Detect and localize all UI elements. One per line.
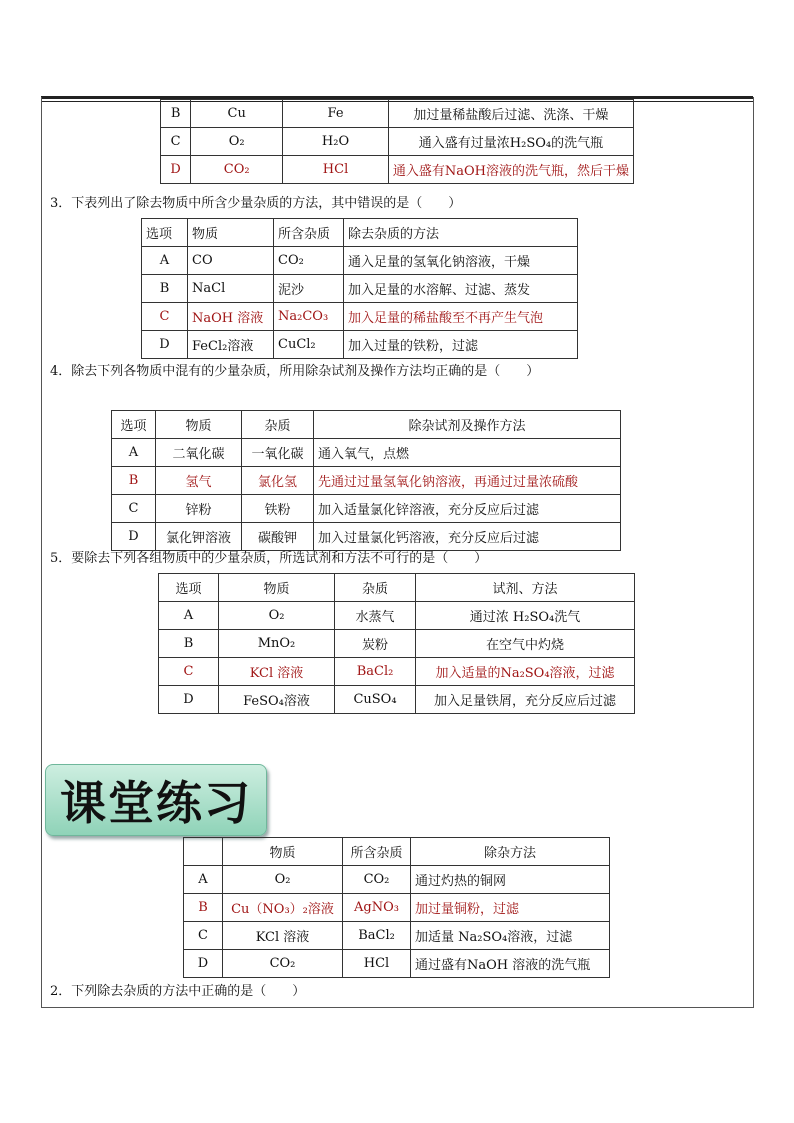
table-cell: 加入适量的Na₂SO₄溶液，过滤	[416, 658, 635, 686]
table-cell: FeSO₄溶液	[219, 686, 335, 714]
table-cell: A	[142, 247, 188, 275]
table-cell: 二氧化碳	[156, 439, 242, 467]
table-cell: MnO₂	[219, 630, 335, 658]
table-cell: Fe	[283, 100, 389, 128]
table-row	[184, 950, 610, 978]
header-cell: 除杂方法	[411, 838, 610, 866]
table-cell: HCl	[283, 156, 389, 184]
table-cell: BaCl₂	[335, 658, 416, 686]
section-banner: 课堂练习	[45, 764, 267, 836]
table-cell: D	[161, 156, 191, 184]
table-cell: D	[112, 523, 156, 551]
table-cell: Na₂CO₃	[274, 303, 344, 331]
table-cell: D	[184, 950, 223, 978]
table-cell: 通入盛有NaOH溶液的洗气瓶，然后干燥	[388, 156, 633, 184]
table-cell: B	[142, 275, 188, 303]
table-cell: 加过量铜粉，过滤	[411, 894, 610, 922]
table-cell: C	[159, 658, 219, 686]
table-cell: NaCl	[188, 275, 274, 303]
table-row	[159, 630, 635, 658]
table-cell: 加入过量的铁粉，过滤	[344, 331, 578, 359]
table-cell: 锌粉	[156, 495, 242, 523]
header-cell: 物质	[156, 411, 242, 439]
table-cell: O₂	[191, 128, 283, 156]
table-cell: A	[159, 602, 219, 630]
table-cell: 碳酸钾	[242, 523, 314, 551]
table-cell: 水蒸气	[335, 602, 416, 630]
table-cell: BaCl₂	[343, 922, 411, 950]
header-cell: 杂质	[242, 411, 314, 439]
table-row	[142, 331, 578, 359]
table-4	[158, 573, 635, 714]
header-cell	[184, 838, 223, 866]
table-cell: CO₂	[274, 247, 344, 275]
question-3: 3．下表列出了除去物质中所含少量杂质的方法，其中错误的是（ ）	[50, 196, 462, 211]
table-cell: D	[159, 686, 219, 714]
table-cell: C	[184, 922, 223, 950]
table-3	[111, 410, 621, 551]
question-4: 4．除去下列各物质中混有的少量杂质，所用除杂试剂及操作方法均正确的是（ ）	[50, 364, 540, 379]
table-cell: 通入氧气，点燃	[314, 439, 621, 467]
table-cell: 铁粉	[242, 495, 314, 523]
table-cell: CO₂	[191, 156, 283, 184]
table-cell: CO	[188, 247, 274, 275]
table-row	[161, 100, 634, 128]
table-cell: C	[142, 303, 188, 331]
header-cell: 选项	[159, 574, 219, 602]
header-cell: 所含杂质	[343, 838, 411, 866]
table-cell: Cu	[191, 100, 283, 128]
header-cell: 试剂、方法	[416, 574, 635, 602]
table-cell: HCl	[343, 950, 411, 978]
table-cell: D	[142, 331, 188, 359]
table-cell: 泥沙	[274, 275, 344, 303]
table-cell: CuSO₄	[335, 686, 416, 714]
table-row	[161, 156, 634, 184]
table-cell: KCl 溶液	[219, 658, 335, 686]
header-cell: 除杂试剂及操作方法	[314, 411, 621, 439]
table-header-row	[142, 219, 578, 247]
table-row	[142, 303, 578, 331]
table-header-row	[112, 411, 621, 439]
table-row	[159, 686, 635, 714]
table-cell: 加入过量氯化钙溶液，充分反应后过滤	[314, 523, 621, 551]
table-cell: 加入足量的水溶解、过滤、蒸发	[344, 275, 578, 303]
table-row	[112, 495, 621, 523]
table-cell: CuCl₂	[274, 331, 344, 359]
table-cell: 先通过过量氢氧化钠溶液，再通过过量浓硫酸	[314, 467, 621, 495]
table-cell: Cu（NO₃）₂溶液	[223, 894, 343, 922]
table-row	[142, 275, 578, 303]
table-cell: A	[112, 439, 156, 467]
table-cell: 加入足量铁屑，充分反应后过滤	[416, 686, 635, 714]
table-cell: O₂	[223, 866, 343, 894]
table-header-row	[159, 574, 635, 602]
table-cell: 通入足量的氢氧化钠溶液，干燥	[344, 247, 578, 275]
table-5	[183, 837, 610, 978]
table-cell: 加入足量的稀盐酸至不再产生气泡	[344, 303, 578, 331]
table-row	[142, 247, 578, 275]
table-1	[160, 99, 634, 184]
table-row	[159, 602, 635, 630]
table-row	[161, 128, 634, 156]
header-cell: 所含杂质	[274, 219, 344, 247]
table-row	[184, 866, 610, 894]
table-cell: 通入盛有过量浓H₂SO₄的洗气瓶	[388, 128, 633, 156]
question-5: 5．要除去下列各组物质中的少量杂质，所选试剂和方法不可行的是（ ）	[50, 551, 488, 566]
table-header-row	[184, 838, 610, 866]
table-cell: NaOH 溶液	[188, 303, 274, 331]
table-row	[112, 467, 621, 495]
table-row	[184, 922, 610, 950]
header-cell: 物质	[219, 574, 335, 602]
table-cell: CO₂	[343, 866, 411, 894]
table-row	[184, 894, 610, 922]
header-cell: 物质	[223, 838, 343, 866]
table-cell: 在空气中灼烧	[416, 630, 635, 658]
table-cell: B	[184, 894, 223, 922]
table-cell: B	[161, 100, 191, 128]
table-cell: 加入适量氯化锌溶液，充分反应后过滤	[314, 495, 621, 523]
table-cell: O₂	[219, 602, 335, 630]
header-cell: 物质	[188, 219, 274, 247]
table-cell: 通过浓 H₂SO₄洗气	[416, 602, 635, 630]
header-cell: 杂质	[335, 574, 416, 602]
table-cell: CO₂	[223, 950, 343, 978]
table-cell: 通过盛有NaOH 溶液的洗气瓶	[411, 950, 610, 978]
table-cell: 加适量 Na₂SO₄溶液，过滤	[411, 922, 610, 950]
table-cell: AgNO₃	[343, 894, 411, 922]
table-2	[141, 218, 578, 359]
table-cell: 氢气	[156, 467, 242, 495]
table-cell: 通过灼热的铜网	[411, 866, 610, 894]
header-cell: 选项	[112, 411, 156, 439]
table-row	[159, 658, 635, 686]
question-2: 2．下列除去杂质的方法中正确的是（ ）	[50, 984, 306, 999]
table-row	[112, 439, 621, 467]
table-cell: B	[112, 467, 156, 495]
header-cell: 除去杂质的方法	[344, 219, 578, 247]
table-cell: 加过量稀盐酸后过滤、洗涤、干燥	[388, 100, 633, 128]
table-cell: C	[112, 495, 156, 523]
table-cell: H₂O	[283, 128, 389, 156]
table-cell: 炭粉	[335, 630, 416, 658]
table-cell: 氯化钾溶液	[156, 523, 242, 551]
table-cell: A	[184, 866, 223, 894]
table-cell: 氯化氢	[242, 467, 314, 495]
table-cell: B	[159, 630, 219, 658]
header-cell: 选项	[142, 219, 188, 247]
table-cell: C	[161, 128, 191, 156]
table-cell: KCl 溶液	[223, 922, 343, 950]
table-cell: 一氧化碳	[242, 439, 314, 467]
table-cell: FeCl₂溶液	[188, 331, 274, 359]
